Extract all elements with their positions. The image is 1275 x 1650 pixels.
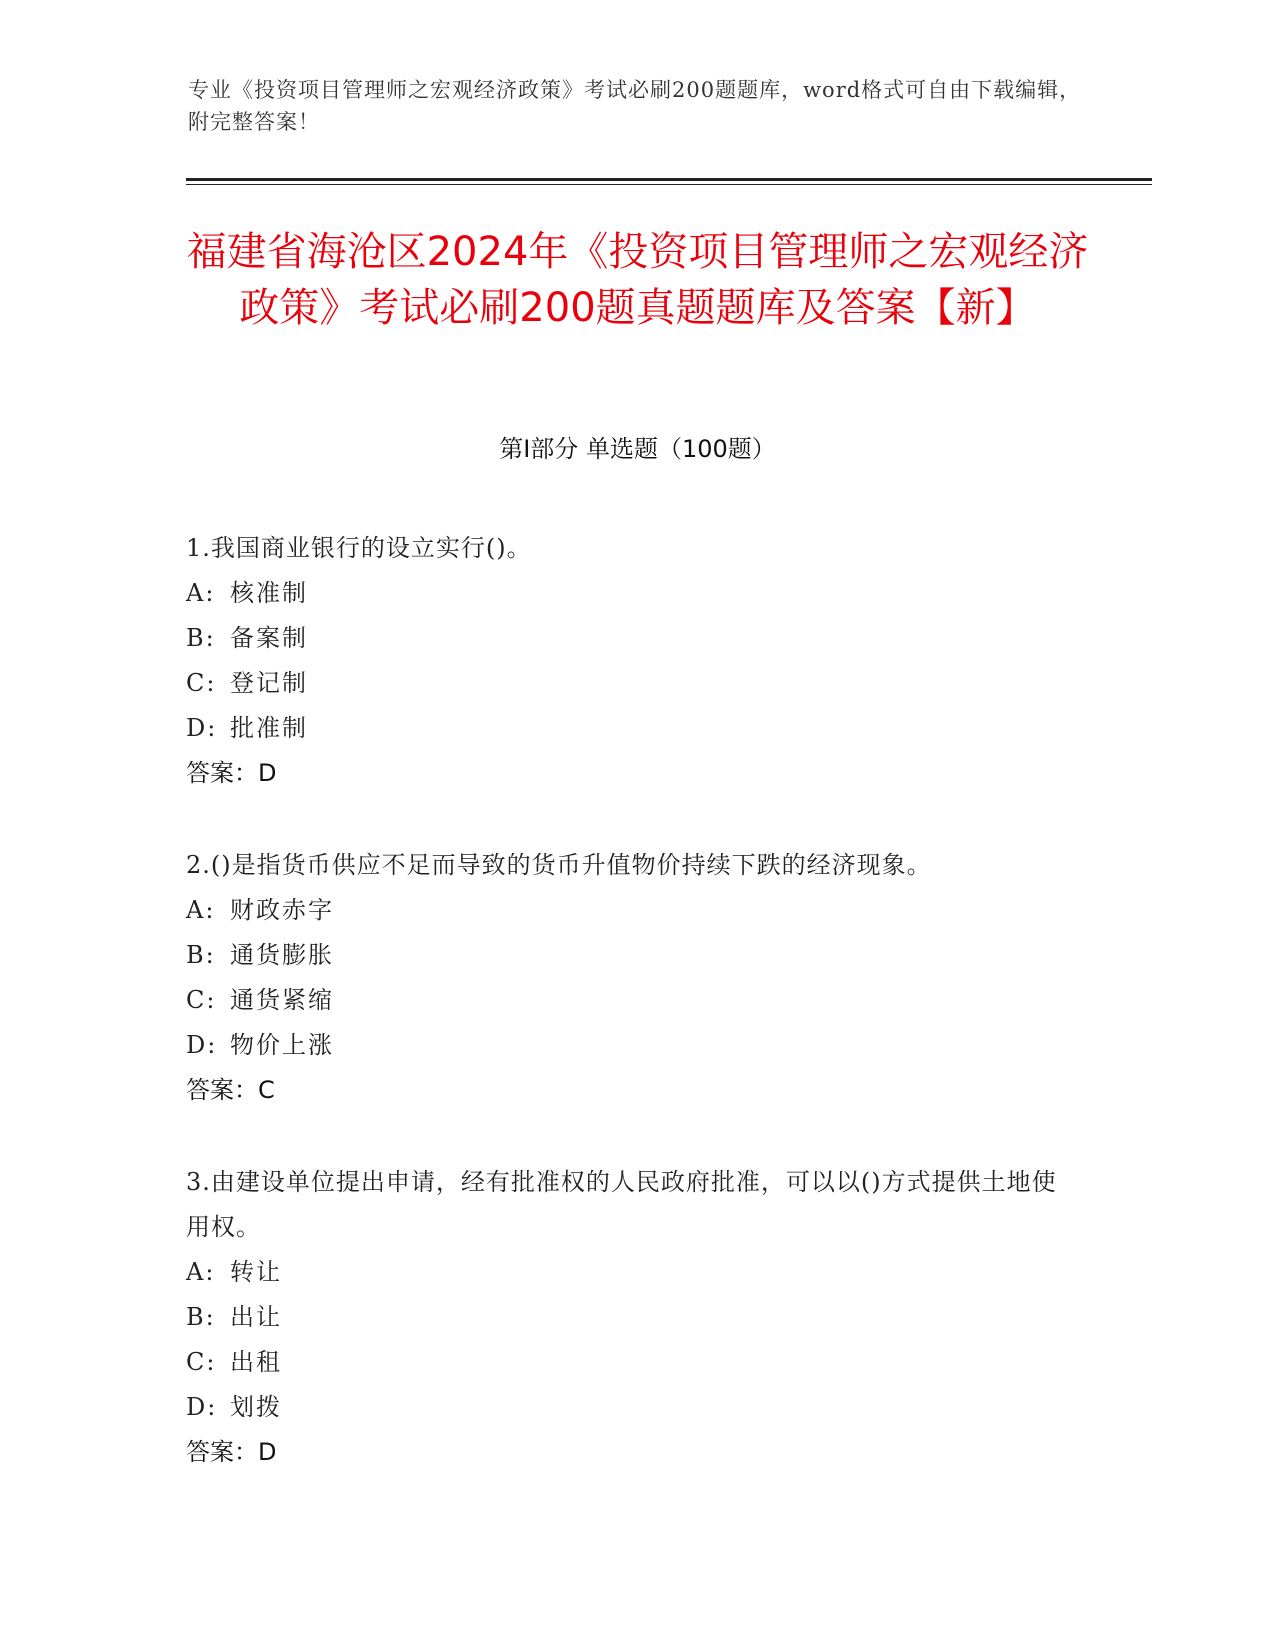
option-d xyxy=(186,1023,1066,1068)
question-stem: 3.由建设单位提出申请，经有批准权的人民政府批准，可以以()方式提供土地使用权。 xyxy=(186,1168,1057,1241)
option-text: 通货紧缩 xyxy=(230,986,334,1014)
option-letter: A: xyxy=(186,1258,216,1286)
option-text: 备案制 xyxy=(230,624,308,652)
option-b xyxy=(186,933,1066,978)
option-d xyxy=(186,1385,1066,1430)
option-c xyxy=(186,661,1066,706)
question-stem: 1.我国商业银行的设立实行()。 xyxy=(186,534,532,562)
option-letter: B: xyxy=(186,941,216,969)
header-note: 专业《投资项目管理师之宏观经济政策》考试必刷200题题库，word格式可自由下载编辑，附完整答案！ xyxy=(188,78,1082,134)
question-item xyxy=(186,843,1066,1113)
option-text: 通货膨胀 xyxy=(230,941,334,969)
answer-line: 答案：D xyxy=(186,1438,277,1466)
option-c xyxy=(186,1340,1066,1385)
option-text: 财政赤字 xyxy=(230,896,334,924)
header-divider-thick xyxy=(186,178,1152,181)
option-letter: D: xyxy=(186,714,218,742)
question-list xyxy=(186,526,1066,1475)
option-letter: D: xyxy=(186,1393,218,1421)
option-d xyxy=(186,706,1066,751)
question-item xyxy=(186,1160,1066,1475)
option-a xyxy=(186,888,1066,933)
option-c xyxy=(186,978,1066,1023)
option-a xyxy=(186,571,1066,616)
document-title: 福建省海沧区2024年《投资项目管理师之宏观经济政策》考试必刷200题真题题库及答案【新】 xyxy=(186,229,1089,331)
header-divider-thin xyxy=(186,184,1152,185)
option-letter: A: xyxy=(186,579,216,607)
option-text: 划拨 xyxy=(230,1393,282,1421)
option-text: 登记制 xyxy=(230,669,308,697)
option-letter: A: xyxy=(186,896,216,924)
question-stem: 2.()是指货币供应不足而导致的货币升值物价持续下跌的经济现象。 xyxy=(186,851,932,879)
option-a xyxy=(186,1250,1066,1295)
option-b xyxy=(186,616,1066,661)
option-letter: C: xyxy=(186,669,217,697)
option-text: 物价上涨 xyxy=(230,1031,334,1059)
option-letter: C: xyxy=(186,986,217,1014)
option-letter: B: xyxy=(186,624,216,652)
option-text: 核准制 xyxy=(230,579,308,607)
answer-line: 答案：D xyxy=(186,759,277,787)
answer-line: 答案：C xyxy=(186,1076,275,1104)
question-item xyxy=(186,526,1066,796)
option-text: 出让 xyxy=(230,1303,282,1331)
option-letter: C: xyxy=(186,1348,217,1376)
option-letter: B: xyxy=(186,1303,216,1331)
option-text: 出租 xyxy=(230,1348,282,1376)
section-heading: 第Ⅰ部分 单选题（100题） xyxy=(499,435,776,463)
option-text: 批准制 xyxy=(230,714,308,742)
option-b xyxy=(186,1295,1066,1340)
option-text: 转让 xyxy=(230,1258,282,1286)
option-letter: D: xyxy=(186,1031,218,1059)
